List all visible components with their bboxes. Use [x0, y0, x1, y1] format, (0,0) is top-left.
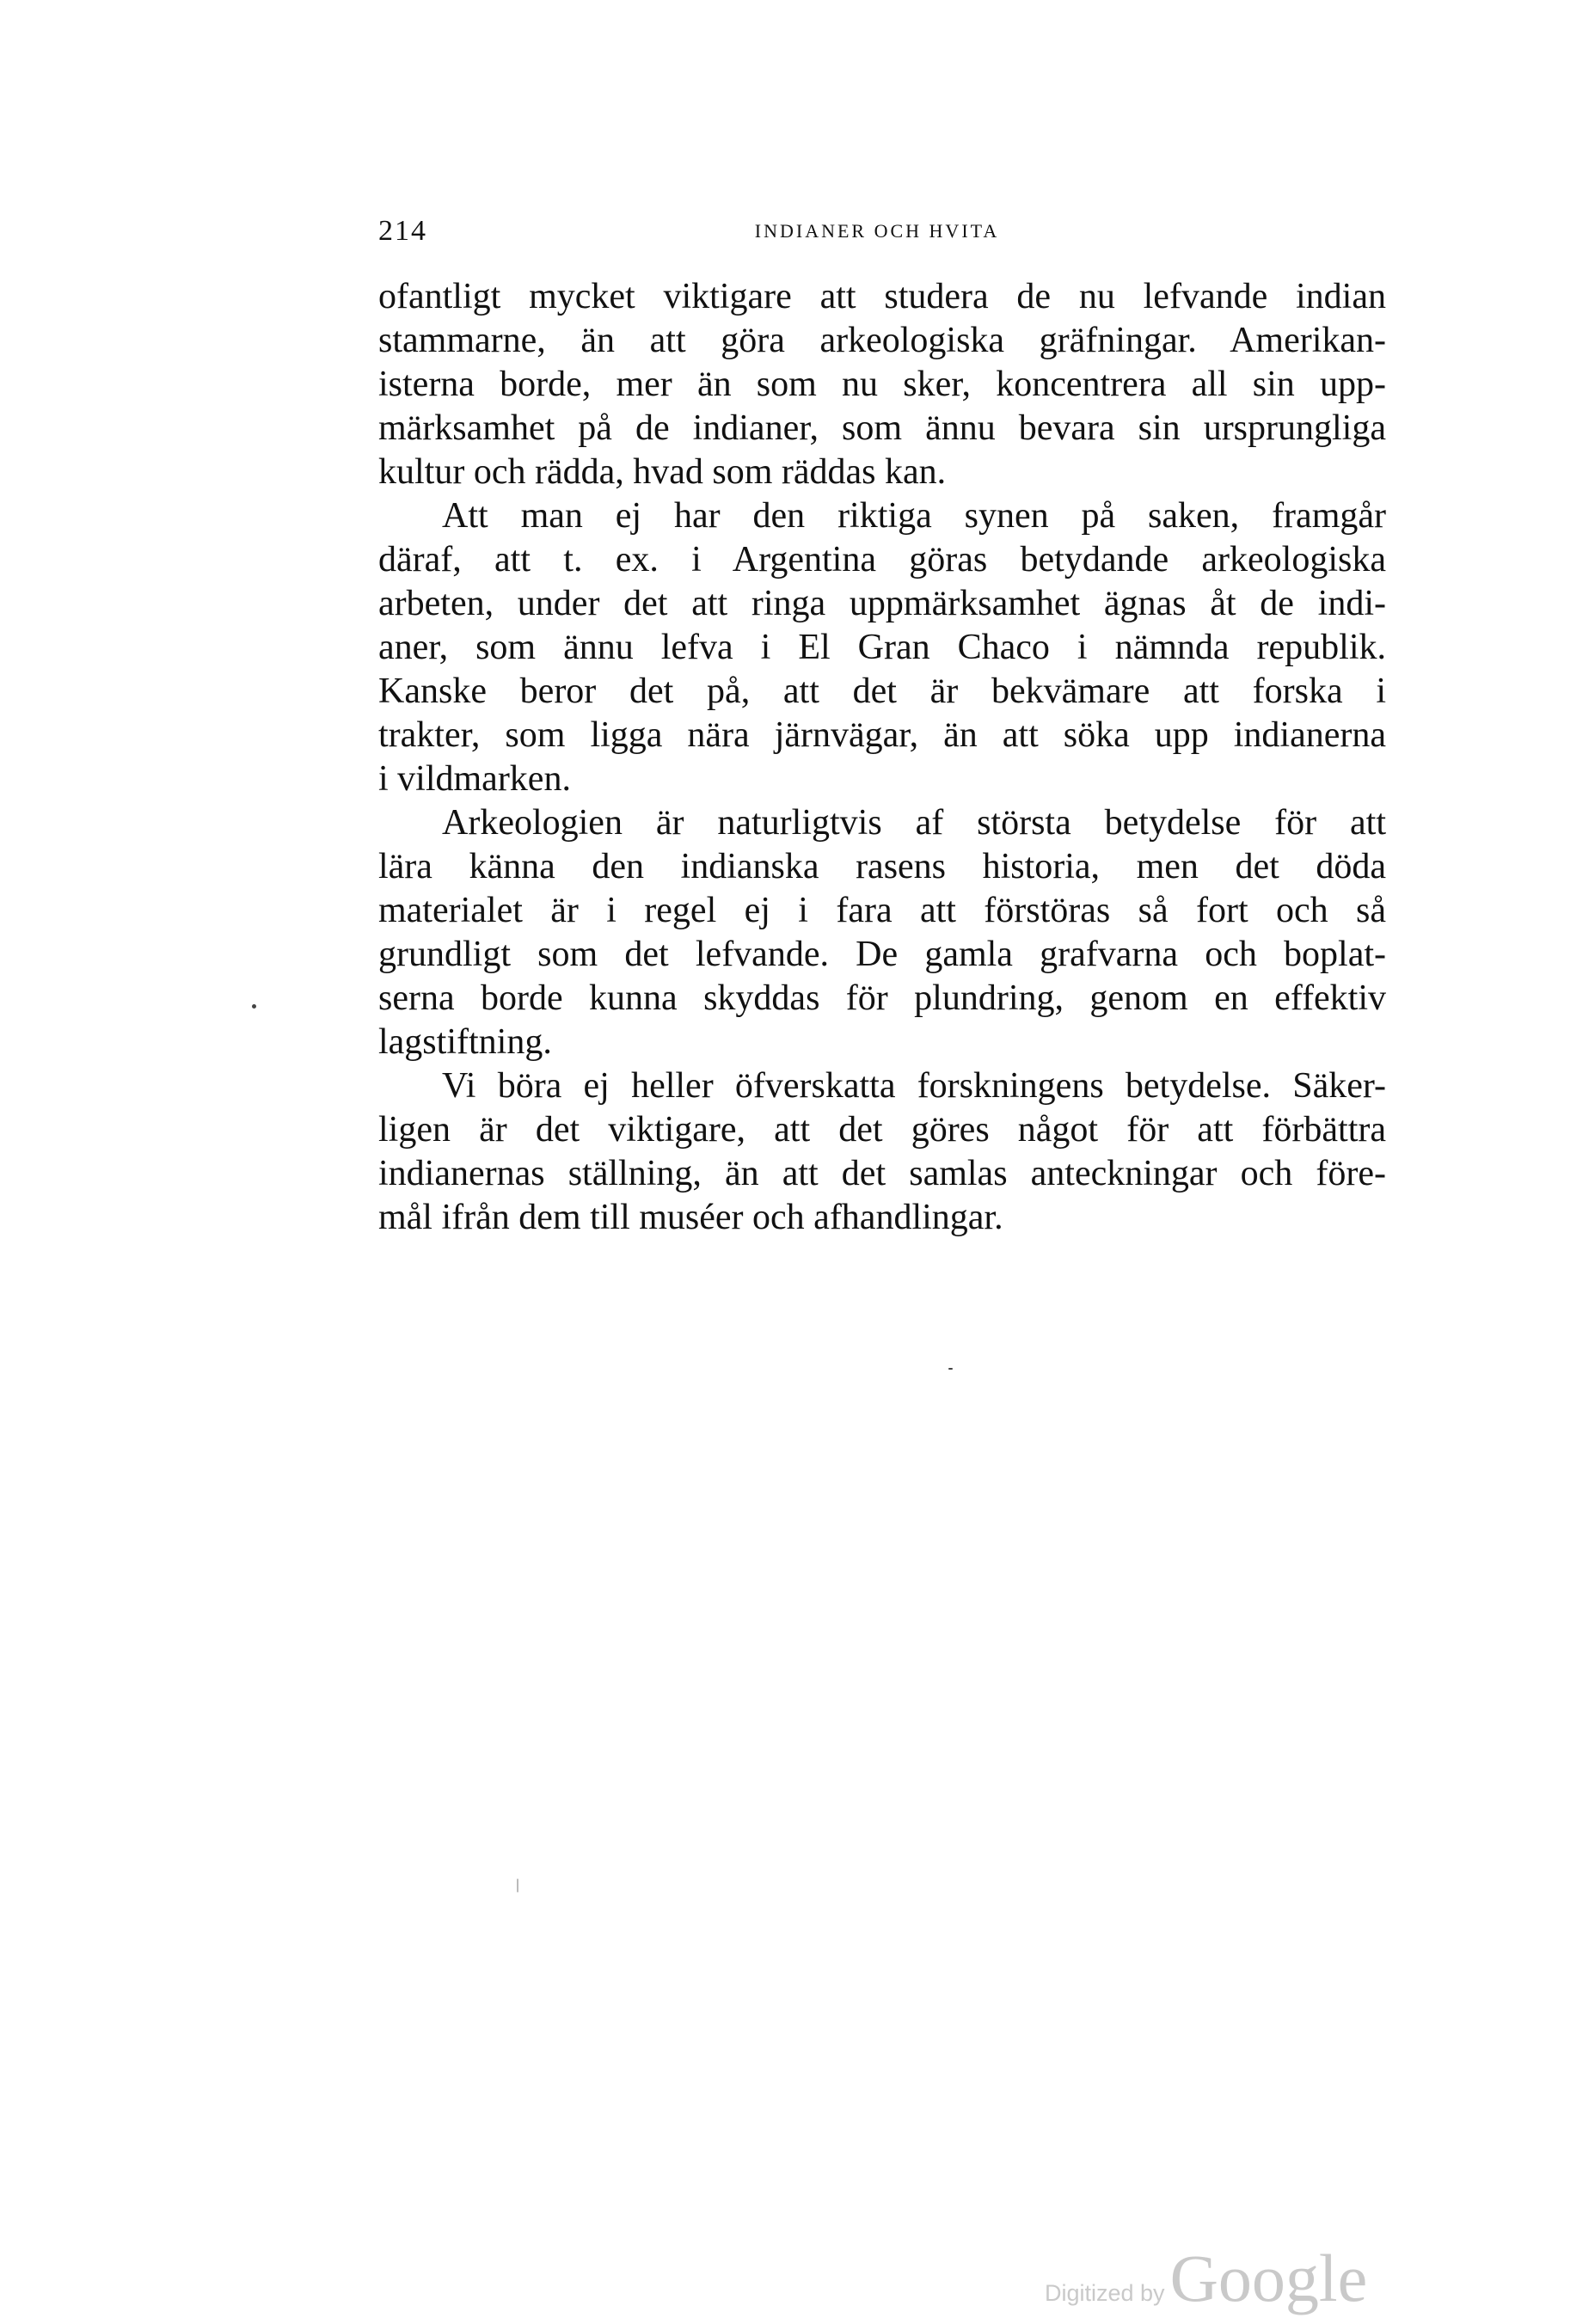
- text-line: märksamhet på de indianer, som ännu bevara sin ursprungliga: [378, 408, 1386, 448]
- paragraph-start-line: Arkeologien är naturligtvis af största betydelse för att: [442, 803, 1386, 843]
- body-text: [378, 275, 1386, 1240]
- text-line: isterna borde, mer än som nu sker, koncentrera all sin upp-: [378, 365, 1386, 404]
- text-line: i vildmarken.: [378, 759, 571, 799]
- scan-speck: [252, 1004, 256, 1009]
- text-line: stammarne, än att göra arkeologiska gräfningar. Amerikan-: [378, 321, 1386, 360]
- text-line: indianernas ställning, än att det samlas anteckningar och före-: [378, 1154, 1386, 1193]
- google-logo: Google: [1169, 2241, 1368, 2315]
- text-line: mål ifrån dem till muséer och afhandlingar.: [378, 1198, 1003, 1237]
- digitized-by-google-watermark: [1045, 2240, 1367, 2317]
- text-line: ligen är det viktigare, att det göres något för att förbättra: [378, 1110, 1386, 1150]
- running-title: INDIANER OCH HVITA: [754, 220, 1000, 242]
- watermark-prefix: Digitized by: [1045, 2280, 1165, 2306]
- text-line: kultur och rädda, hvad som räddas kan.: [378, 452, 947, 492]
- text-line: trakter, som ligga nära järnvägar, än att söka upp indianerna: [378, 715, 1386, 755]
- text-line: däraf, att t. ex. i Argentina göras betydande arkeologiska: [378, 540, 1386, 579]
- paragraph-start-line: Vi böra ej heller öfverskatta forskningens betydelse. Säker-: [442, 1066, 1386, 1106]
- page-header: [378, 215, 1376, 258]
- paragraph-start-line: Att man ej har den riktiga synen på saken, framgår: [442, 496, 1386, 536]
- text-line: lagstiftning.: [378, 1022, 552, 1062]
- text-line: Kanske beror det på, att det är bekvämare att forska i: [378, 671, 1386, 711]
- text-line: serna borde kunna skyddas för plundring, genom en effektiv: [378, 978, 1386, 1018]
- text-line: grundligt som det lefvande. De gamla grafvarna och boplat-: [378, 935, 1386, 974]
- scan-speck: [517, 1879, 518, 1892]
- text-line: lära känna den indianska rasens historia, men det döda: [378, 847, 1386, 886]
- text-line: materialet är i regel ej i fara att förstöras så fort och så: [378, 891, 1386, 930]
- text-line: aner, som ännu lefva i El Gran Chaco i nämnda republik.: [378, 628, 1386, 667]
- text-line: ofantligt mycket viktigare att studera de nu lefvande indian: [378, 277, 1386, 316]
- scan-speck: [948, 1368, 953, 1370]
- page-number: 214: [378, 215, 427, 247]
- text-line: arbeten, under det att ringa uppmärksamhet ägnas åt de indi-: [378, 584, 1386, 623]
